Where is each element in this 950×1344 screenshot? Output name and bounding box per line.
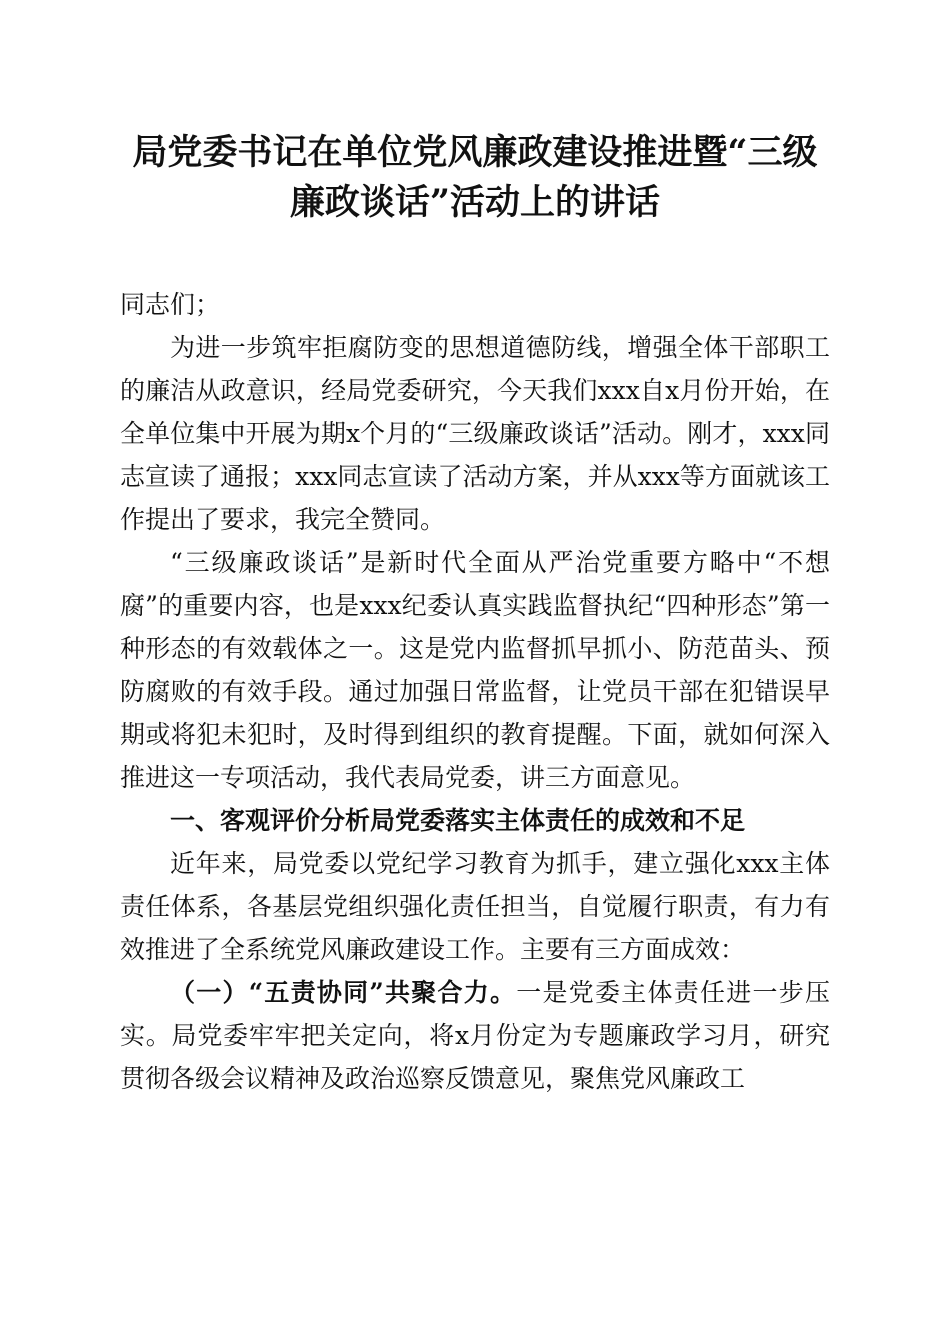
subsection-1-heading: （一）“五责协同”共聚合力。 xyxy=(170,978,517,1007)
subsection-1-text: 一是党委主体责任进一步压实。局党委牢牢把关定向，将x月份定为专题廉政学习月，研究贯彻各级会议精神及政治巡察反馈意见，聚焦党风廉政工 xyxy=(120,978,830,1093)
salutation: 同志们； xyxy=(120,290,221,319)
subsection-1-paragraph xyxy=(120,971,830,1100)
context-paragraph: “三级廉政谈话”是新时代全面从严治党重要方略中“不想腐”的重要内容，也是xxx纪委认真实践监督执纪“四种形态”第一种形态的有效载体之一。这是党内监督抓早抓小、防范苗头、预防腐败的有效手段。通过加强日常监督，让党员干部在犯错误早期或将犯未犯时，及时得到组织的教育提醒。下面，就如何深入推进这一专项活动，我代表局党委，讲三方面意见。 xyxy=(120,548,830,792)
document-title xyxy=(120,128,830,228)
title-line-2: 廉政谈话”活动上的讲话 xyxy=(289,182,661,223)
section-1-paragraph: 近年来，局党委以党纪学习教育为抓手，建立强化xxx主体责任体系，各基层党组织强化责任担当，自觉履行职责，有力有效推进了全系统党风廉政建设工作。主要有三方面成效： xyxy=(120,849,830,964)
intro-paragraph: 为进一步筑牢拒腐防变的思想道德防线，增强全体干部职工的廉洁从政意识，经局党委研究，今天我们xxx自x月份开始，在全单位集中开展为期x个月的“三级廉政谈话”活动。刚才，xxx同志宣读了通报；xxx同志宣读了活动方案，并从xxx等方面就该工作提出了要求，我完全赞同。 xyxy=(120,333,830,534)
section-1-heading: 一、客观评价分析局党委落实主体责任的成效和不足 xyxy=(170,806,746,835)
title-line-1: 局党委书记在单位党风廉政建设推进暨“三级 xyxy=(132,132,818,173)
